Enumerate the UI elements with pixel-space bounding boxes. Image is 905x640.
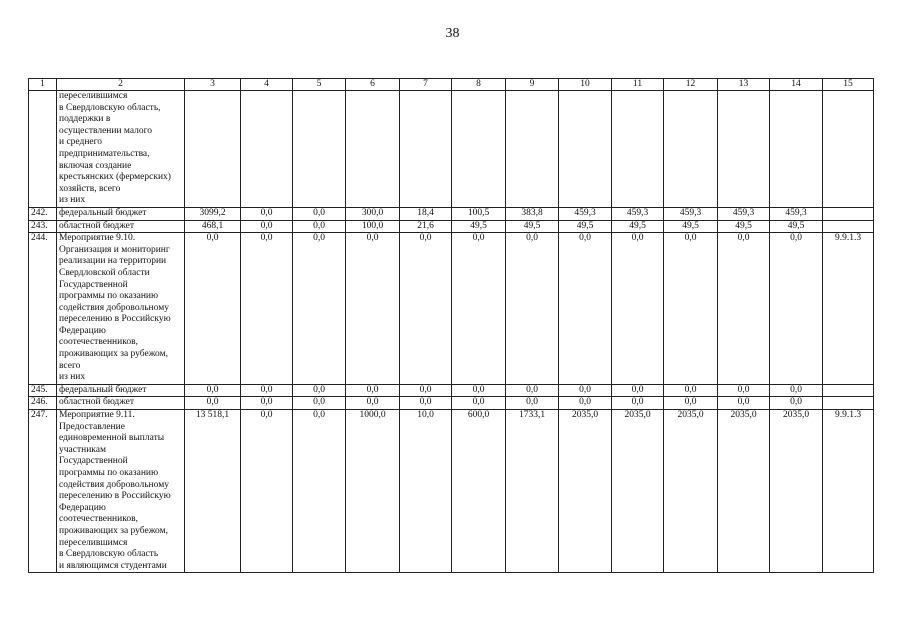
value-cell: 2035,0 [664, 410, 718, 573]
row-description [57, 220, 185, 233]
value-cell: 0,0 [559, 397, 612, 410]
table-row [29, 207, 874, 220]
value-cell: 1000,0 [346, 410, 400, 573]
column-header: 13 [718, 79, 770, 91]
target-code [823, 207, 874, 220]
value-cell: 0,0 [770, 397, 823, 410]
description-line: включая создание [59, 160, 132, 171]
value-cell: 2035,0 [612, 410, 664, 573]
value-cell: 0,0 [346, 397, 400, 410]
value-cell: 0,0 [241, 384, 293, 397]
value-cell: 459,3 [612, 207, 664, 220]
column-header: 1 [29, 79, 57, 91]
value-cell: 49,5 [559, 220, 612, 233]
description-line: всего [59, 360, 81, 371]
value-cell [664, 91, 718, 208]
description-line: областной бюджет [59, 397, 135, 408]
description-line: переселившимся [59, 91, 128, 101]
description-line: соотечественников, [59, 514, 138, 525]
description-line: Организация и мониторинг [59, 244, 170, 255]
value-cell: 18,4 [400, 207, 452, 220]
row-number: 245. [29, 384, 57, 397]
target-code [823, 397, 874, 410]
row-description [57, 207, 185, 220]
value-cell: 0,0 [241, 207, 293, 220]
value-cell: 49,5 [452, 220, 506, 233]
row-description [57, 233, 185, 385]
value-cell: 0,0 [452, 233, 506, 385]
description-line: соотечественников, [59, 337, 138, 348]
value-cell [612, 91, 664, 208]
column-header: 5 [293, 79, 346, 91]
value-cell [346, 91, 400, 208]
description-line: содействия добровольному [59, 479, 169, 490]
value-cell: 0,0 [293, 397, 346, 410]
description-line: поддержки в [59, 114, 111, 125]
description-line: проживающих за рубежом, [59, 349, 168, 360]
value-cell: 459,3 [770, 207, 823, 220]
value-cell: 0,0 [718, 397, 770, 410]
target-code [823, 220, 874, 233]
description-line: участникам [59, 444, 106, 455]
target-code [823, 384, 874, 397]
value-cell: 1733,1 [506, 410, 559, 573]
value-cell: 0,0 [185, 233, 241, 385]
column-header: 3 [185, 79, 241, 91]
row-description [57, 397, 185, 410]
description-line: Государственной [59, 456, 128, 467]
description-line: проживающих за рубежом, [59, 525, 168, 536]
value-cell: 0,0 [664, 233, 718, 385]
value-cell: 0,0 [346, 384, 400, 397]
description-line: переселению в Российскую [59, 314, 171, 325]
value-cell: 0,0 [293, 410, 346, 573]
value-cell: 0,0 [664, 384, 718, 397]
description-line: Мероприятие 9.10. [59, 233, 136, 244]
value-cell [293, 91, 346, 208]
description-line: областной бюджет [59, 220, 135, 231]
value-cell: 100,0 [346, 220, 400, 233]
description-line: Мероприятие 9.11. [59, 410, 135, 421]
description-line: Федерацию [59, 325, 106, 336]
description-line: федеральный бюджет [59, 384, 147, 395]
value-cell: 49,5 [612, 220, 664, 233]
value-cell [400, 91, 452, 208]
row-number: 244. [29, 233, 57, 385]
row-number: 242. [29, 207, 57, 220]
description-line: предпринимательства, [59, 148, 150, 159]
value-cell: 0,0 [506, 384, 559, 397]
column-header: 4 [241, 79, 293, 91]
value-cell: 0,0 [559, 384, 612, 397]
description-line: Государственной [59, 279, 128, 290]
value-cell: 0,0 [612, 384, 664, 397]
row-number [29, 91, 57, 208]
value-cell [718, 91, 770, 208]
value-cell: 0,0 [506, 397, 559, 410]
value-cell: 0,0 [770, 233, 823, 385]
description-line: и являющимся студентами [59, 560, 167, 571]
value-cell: 0,0 [400, 384, 452, 397]
value-cell: 0,0 [612, 397, 664, 410]
row-number: 247. [29, 410, 57, 573]
description-line: из них [59, 195, 86, 206]
value-cell: 0,0 [452, 384, 506, 397]
page-number: 38 [445, 26, 460, 41]
value-cell: 0,0 [185, 397, 241, 410]
value-cell: 300,0 [346, 207, 400, 220]
row-description [57, 410, 185, 573]
value-cell: 13 518,1 [185, 410, 241, 573]
description-line: единовременной выплаты [59, 433, 165, 444]
value-cell [770, 91, 823, 208]
column-header: 10 [559, 79, 612, 91]
value-cell [185, 91, 241, 208]
value-cell: 0,0 [241, 410, 293, 573]
target-code [823, 91, 874, 208]
description-line: переселению в Российскую [59, 491, 171, 502]
column-header: 14 [770, 79, 823, 91]
value-cell: 0,0 [346, 233, 400, 385]
column-header: 15 [823, 79, 874, 91]
description-line: программы по оказанию [59, 291, 159, 302]
value-cell: 0,0 [770, 384, 823, 397]
value-cell: 49,5 [506, 220, 559, 233]
column-header: 8 [452, 79, 506, 91]
value-cell: 21,6 [400, 220, 452, 233]
value-cell: 0,0 [718, 233, 770, 385]
target-code: 9.9.1.3 [823, 233, 874, 385]
table-body [29, 91, 874, 573]
description-line: крестьянских (фермерских) [59, 172, 171, 183]
description-line: Предоставление [59, 421, 125, 432]
value-cell: 0,0 [293, 384, 346, 397]
value-cell [241, 91, 293, 208]
value-cell: 2035,0 [559, 410, 612, 573]
budget-table [28, 78, 874, 573]
column-header: 7 [400, 79, 452, 91]
row-number: 243. [29, 220, 57, 233]
table-row [29, 233, 874, 385]
column-header: 9 [506, 79, 559, 91]
value-cell: 0,0 [400, 397, 452, 410]
target-code: 9.9.1.3 [823, 410, 874, 573]
value-cell: 100,5 [452, 207, 506, 220]
description-line: осуществлении малого [59, 125, 153, 136]
description-line: Федерацию [59, 502, 106, 513]
value-cell: 0,0 [185, 384, 241, 397]
description-line: хозяйств, всего [59, 183, 121, 194]
description-line: и среднего [59, 137, 103, 148]
value-cell: 0,0 [241, 220, 293, 233]
value-cell: 468,1 [185, 220, 241, 233]
description-line: в Свердловскую область [59, 549, 159, 560]
table-row [29, 397, 874, 410]
value-cell: 0,0 [293, 220, 346, 233]
value-cell: 600,0 [452, 410, 506, 573]
table-row [29, 384, 874, 397]
row-description [57, 384, 185, 397]
value-cell: 0,0 [400, 233, 452, 385]
value-cell: 0,0 [718, 384, 770, 397]
description-line: в Свердловскую область, [59, 102, 161, 113]
description-line: из них [59, 372, 86, 383]
value-cell: 3099,2 [185, 207, 241, 220]
column-header: 2 [57, 79, 185, 91]
value-cell: 0,0 [506, 233, 559, 385]
value-cell: 0,0 [293, 207, 346, 220]
value-cell [452, 91, 506, 208]
description-line: Свердловской области [59, 267, 150, 278]
row-description [57, 91, 185, 208]
table-row [29, 410, 874, 573]
value-cell: 0,0 [241, 397, 293, 410]
value-cell: 459,3 [559, 207, 612, 220]
description-line: переселившимся [59, 537, 128, 548]
column-header: 12 [664, 79, 718, 91]
value-cell: 0,0 [293, 233, 346, 385]
value-cell: 0,0 [452, 397, 506, 410]
value-cell: 459,3 [664, 207, 718, 220]
value-cell: 2035,0 [770, 410, 823, 573]
value-cell: 0,0 [664, 397, 718, 410]
table-row [29, 220, 874, 233]
value-cell: 459,3 [718, 207, 770, 220]
table-row [29, 91, 874, 208]
value-cell: 383,8 [506, 207, 559, 220]
value-cell [559, 91, 612, 208]
description-line: федеральный бюджет [59, 207, 147, 218]
column-header: 11 [612, 79, 664, 91]
value-cell: 2035,0 [718, 410, 770, 573]
description-line: содействия добровольному [59, 302, 169, 313]
description-line: реализации на территории [59, 256, 167, 267]
value-cell: 49,5 [770, 220, 823, 233]
column-header: 6 [346, 79, 400, 91]
value-cell: 49,5 [718, 220, 770, 233]
value-cell: 0,0 [559, 233, 612, 385]
value-cell: 10,0 [400, 410, 452, 573]
header-row [29, 79, 874, 91]
value-cell: 0,0 [612, 233, 664, 385]
value-cell: 0,0 [241, 233, 293, 385]
value-cell: 49,5 [664, 220, 718, 233]
description-line: программы по оказанию [59, 468, 159, 478]
value-cell [506, 91, 559, 208]
row-number: 246. [29, 397, 57, 410]
